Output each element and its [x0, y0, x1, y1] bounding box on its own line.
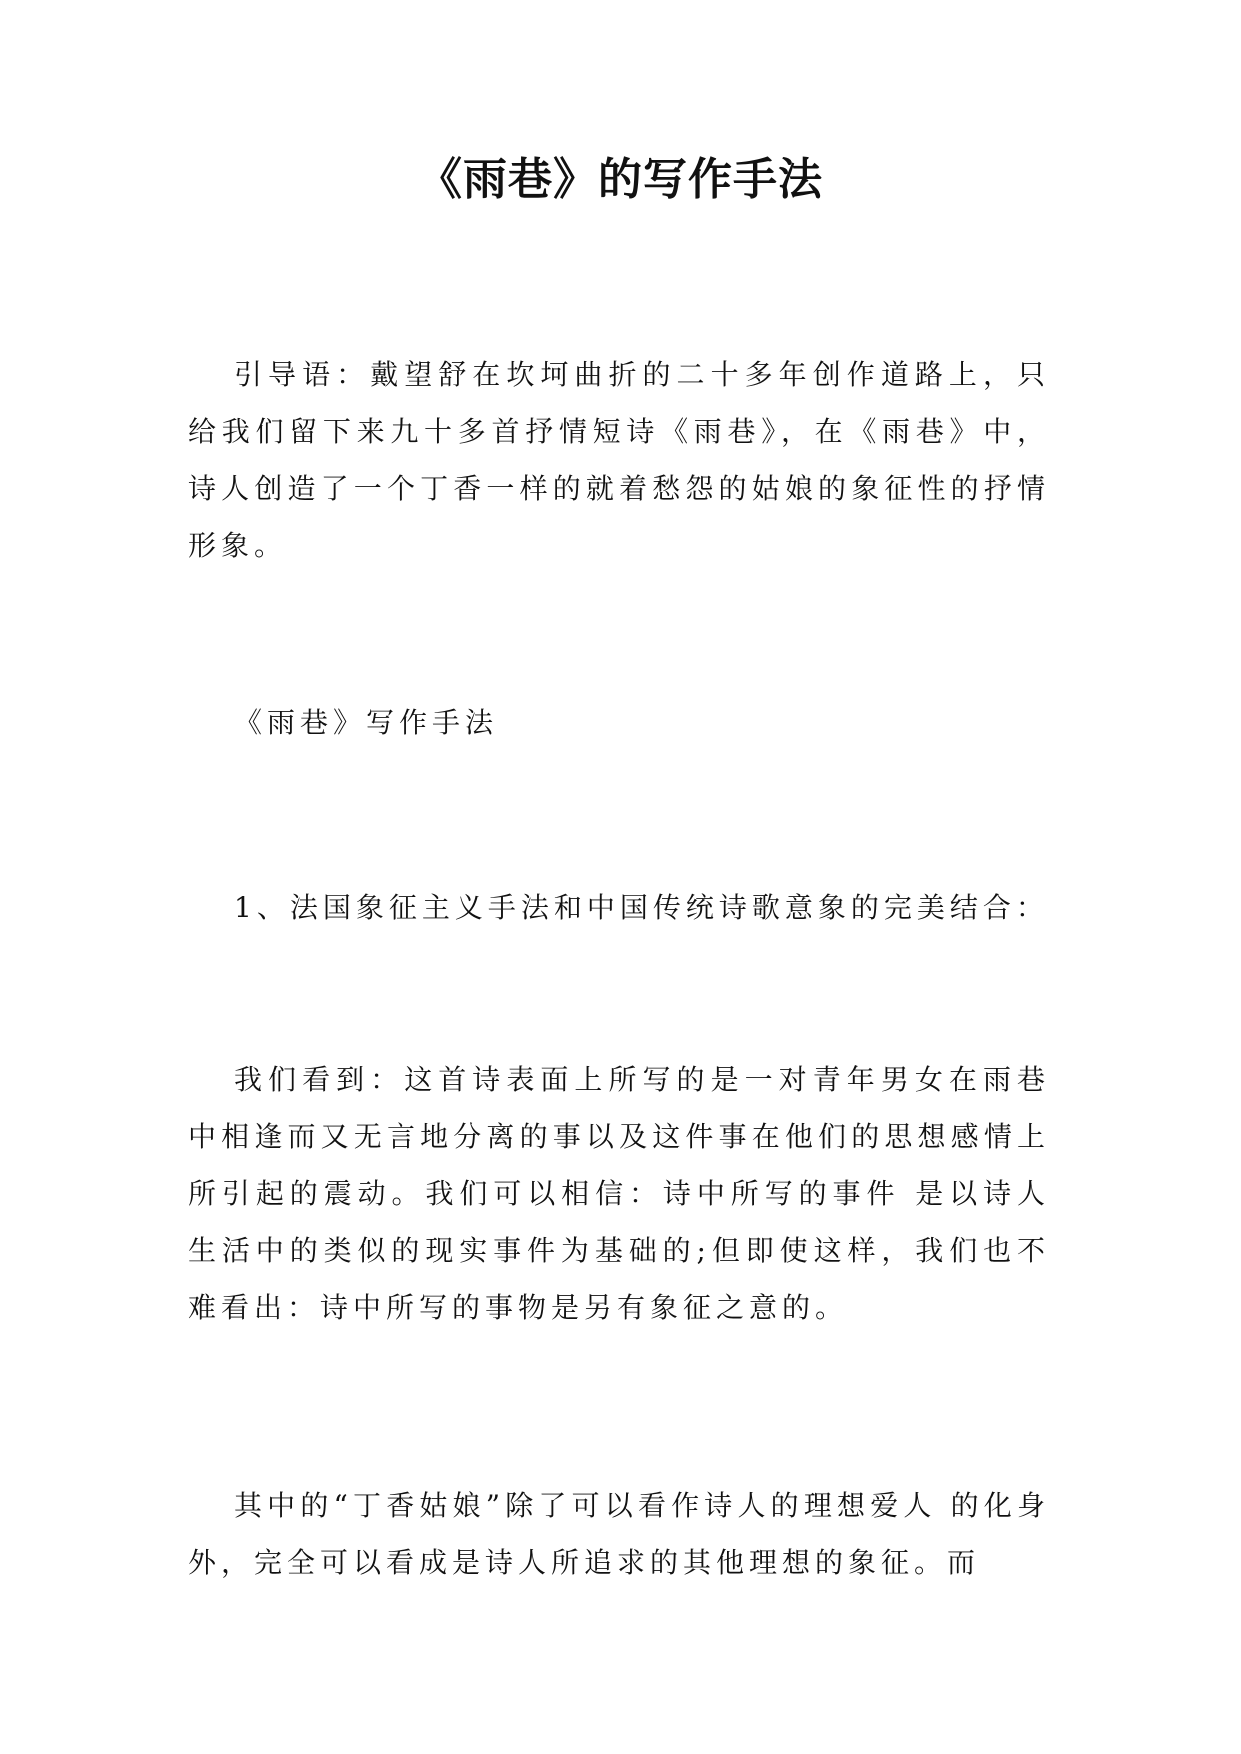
intro-paragraph: 引导语：戴望舒在坎坷曲折的二十多年创作道路上，只给我们留下来九十多首抒情短诗《雨巷》，在《雨巷》中，诗人创造了一个丁香一样的就着愁怨的姑娘的象征性的抒情形象。 — [188, 358, 1050, 562]
document-title: 《雨巷》的写作手法 — [418, 154, 823, 205]
body-paragraph-2: 其中的“丁香姑娘”除了可以看作诗人的理想爱人 的化身外，完全可以看成是诗人所追求的其他理想的象征。而 — [188, 1489, 1050, 1579]
body-paragraph-1: 我们看到：这首诗表面上所写的是一对青年男女在雨巷中相逢而又无言地分离的事以及这件事在他们的思想感情上所引起的震动。我们可以相信：诗中所写的事件 是以诗人生活中的类似的现实事件为基础的;但即使这样，我们也不难看出：诗中所写的事物是另有象征之意的。 — [188, 1063, 1050, 1324]
point-heading-1: 1、法国象征主义手法和中国传统诗歌意象的完美结合： — [234, 891, 1049, 924]
section-heading: 《雨巷》写作手法 — [234, 706, 499, 739]
